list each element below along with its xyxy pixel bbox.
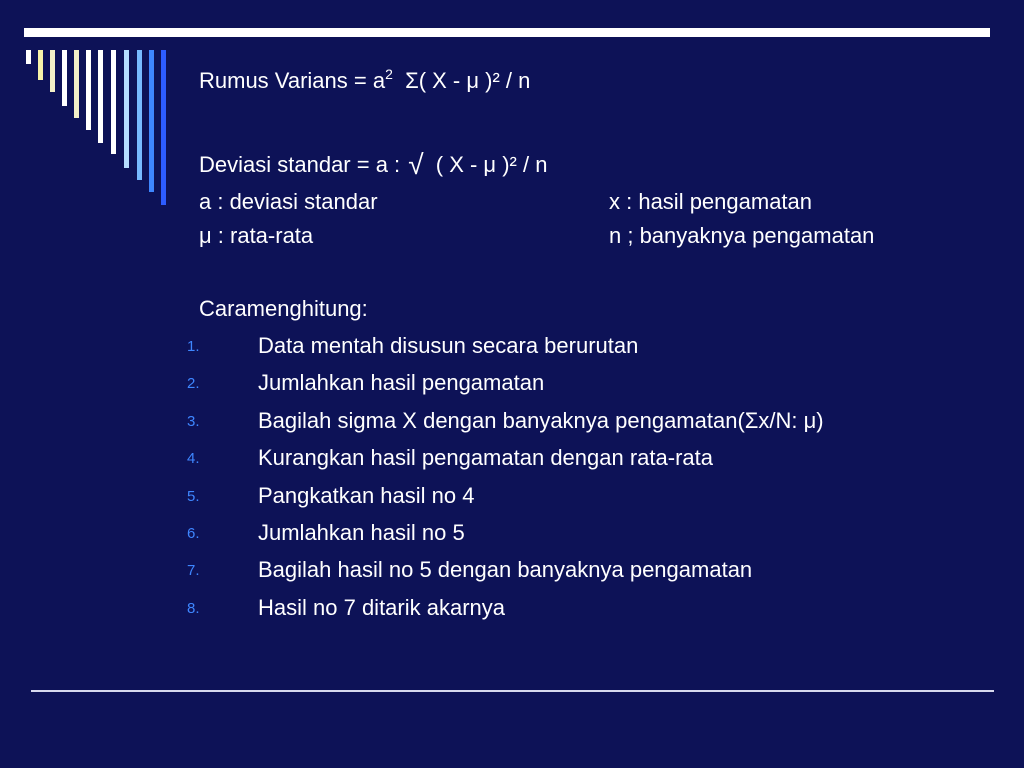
step-number: 4.: [187, 450, 200, 468]
step-number: 6.: [187, 524, 200, 542]
step-text: Pangkatkan hasil no 4: [258, 482, 475, 508]
stripe-5: [74, 50, 79, 118]
legend-row-1: [199, 189, 989, 215]
legend-row-2: [199, 223, 989, 249]
stripe-1: [26, 50, 31, 64]
step-item: [187, 333, 989, 359]
step-text: Bagilah hasil no 5 dengan banyaknya pengamatan: [258, 557, 753, 583]
step-item: [187, 519, 989, 546]
decorative-stripes: [0, 0, 180, 220]
bottom-rule: [31, 690, 994, 692]
steps-list: [187, 333, 989, 621]
step-item: [187, 482, 989, 509]
deviation-formula-prefix: Deviasi standar = a :: [199, 152, 407, 177]
step-number: 3.: [187, 412, 200, 430]
variance-formula: [199, 66, 530, 94]
step-item: [187, 594, 989, 621]
variance-formula-prefix: Rumus Varians = a: [199, 68, 386, 93]
step-item: [187, 557, 989, 583]
stripe-4: [62, 50, 67, 106]
stripe-11: [149, 50, 154, 192]
stripe-3: [50, 50, 55, 92]
step-text: Bagilah sigma X dengan banyaknya pengamatan(Σx/N: μ): [258, 407, 824, 433]
step-item: [187, 445, 989, 471]
stripe-2: [38, 50, 43, 80]
legend-a: a : deviasi standar: [199, 189, 378, 214]
step-number: 8.: [187, 599, 200, 617]
stripe-10: [137, 50, 142, 180]
step-text: Data mentah disusun secara berurutan: [258, 333, 639, 358]
step-number: 1.: [187, 338, 200, 355]
step-item: [187, 407, 973, 434]
method-heading: Caramenghitung:: [199, 296, 368, 321]
deviation-formula: [199, 148, 547, 182]
variance-formula-rest: Σ( X - μ )² / n: [392, 68, 531, 93]
step-item: [187, 370, 989, 396]
step-number: 2.: [187, 375, 200, 393]
step-text: Hasil no 7 ditarik akarnya: [258, 594, 506, 620]
stripe-12: [161, 50, 166, 205]
stripe-7: [98, 50, 103, 143]
step-text: Jumlahkan hasil no 5: [258, 519, 465, 545]
step-text: Kurangkan hasil pengamatan dengan rata-rata: [258, 445, 713, 471]
variance-exponent: 2: [385, 66, 393, 82]
stripe-8: [111, 50, 116, 154]
square-root-symbol: √: [408, 149, 424, 180]
legend-mu: μ : rata-rata: [199, 223, 314, 248]
legend-n: n ; banyaknya pengamatan: [609, 223, 875, 248]
step-number: 5.: [187, 487, 200, 505]
stripe-6: [86, 50, 91, 130]
stripe-9: [124, 50, 129, 168]
step-text: Jumlahkan hasil pengamatan: [258, 370, 545, 396]
deviation-formula-rest: ( X - μ )² / n: [429, 152, 548, 177]
legend-x: x : hasil pengamatan: [609, 189, 813, 214]
step-number: 7.: [187, 562, 200, 580]
